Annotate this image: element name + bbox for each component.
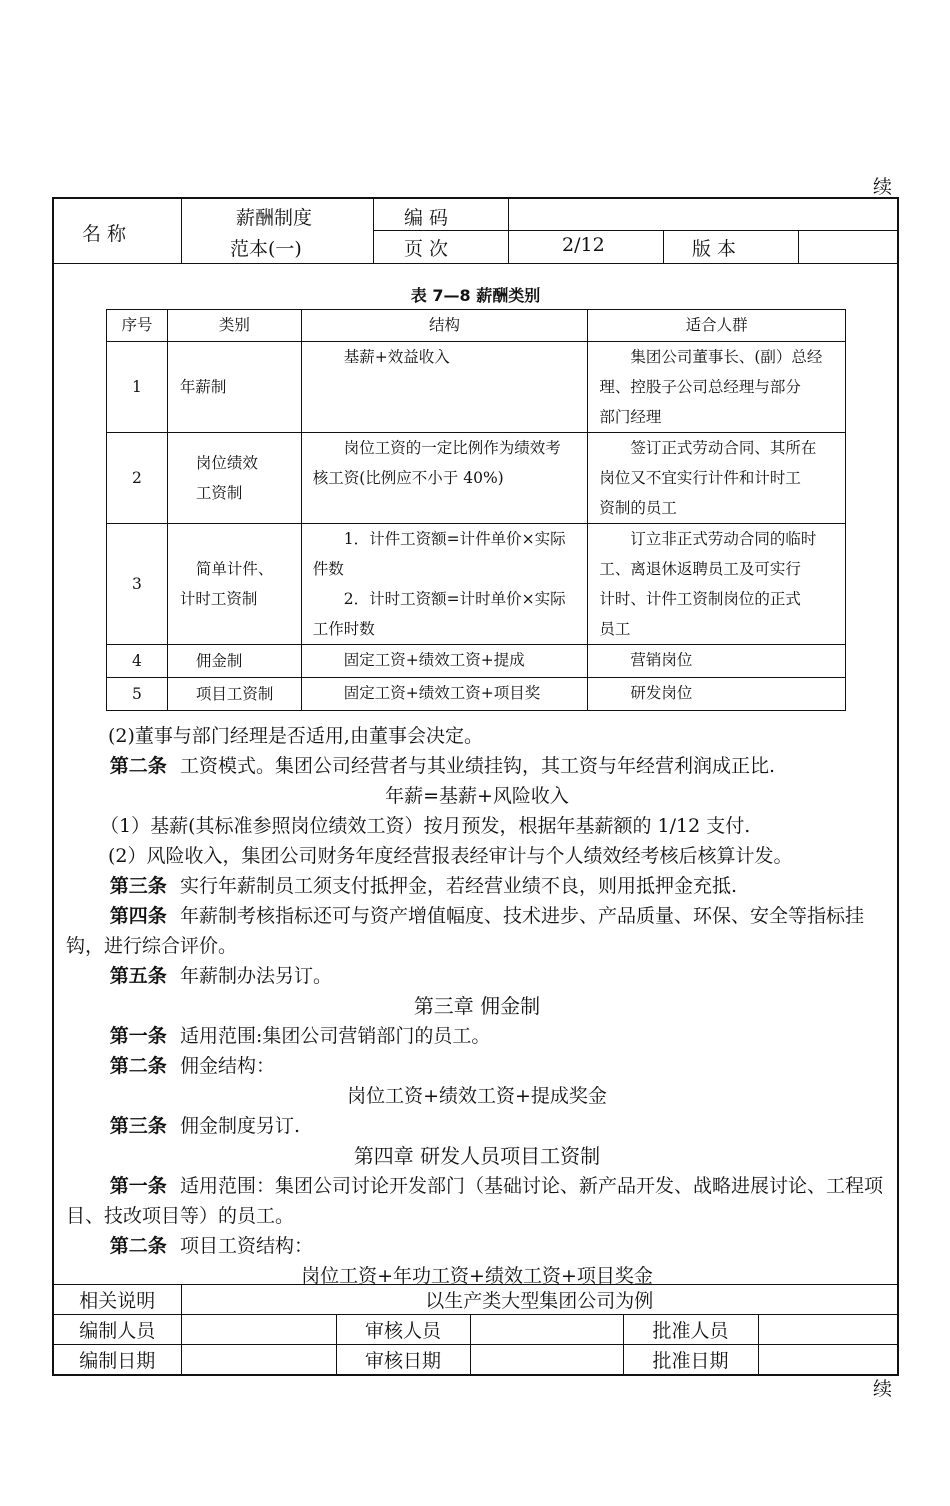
header-table: [54, 199, 897, 264]
row-target: 订立非正式劳动合同的临时 工、离退休返聘员工及可实行 计时、计件工资制岗位的正式 员工: [588, 524, 846, 645]
row-type: 佣金制: [167, 645, 301, 678]
reviewer-label: 审核人员: [336, 1315, 470, 1345]
approve-date-value: [758, 1345, 897, 1375]
table-row: [107, 645, 846, 678]
row-number: 5: [107, 678, 168, 711]
footer-table: [54, 1284, 897, 1374]
article-2: 第二条 工资模式。集团公司经营者与其业绩挂钩，其工资与年经营利润成正比.: [109, 755, 776, 777]
row-structure: 固定工资+绩效工资+提成: [301, 645, 588, 678]
review-date-value: [470, 1345, 623, 1375]
body-text: [66, 721, 888, 1291]
name-label: 名 称: [82, 223, 127, 245]
row-number: 3: [107, 524, 168, 645]
column-header: 类别: [167, 310, 301, 342]
formula-project-salary: 岗位工资+年功工资+绩效工资+项目奖金: [301, 1265, 653, 1287]
table-row: [107, 678, 846, 711]
row-type: 年薪制: [167, 342, 301, 433]
table-row: [107, 524, 846, 645]
continued-mark-bottom: 续: [872, 1378, 892, 1400]
note-label: 相关说明: [54, 1285, 181, 1315]
approver-value: [758, 1315, 897, 1345]
row-target: 集团公司董事长、(副）总经 理、控股子公司总经理与部分 部门经理: [588, 342, 846, 433]
editor-value: [181, 1315, 336, 1345]
column-header: 序号: [107, 310, 168, 342]
row-type: 岗位绩效 工资制: [167, 433, 301, 524]
edit-date-value: [181, 1345, 336, 1375]
row-number: 4: [107, 645, 168, 678]
row-number: 2: [107, 433, 168, 524]
table-title: 表 7—8 薪酬类别: [410, 286, 541, 305]
article-2: 第二条 项目工资结构：: [109, 1235, 314, 1257]
formula-commission: 岗位工资+绩效工资+提成奖金: [347, 1085, 607, 1107]
table-row: [107, 433, 846, 524]
row-type: 项目工资制: [167, 678, 301, 711]
footer-row-note: [54, 1285, 897, 1315]
salary-type-table: [106, 309, 846, 711]
approve-date-label: 批准日期: [623, 1345, 758, 1375]
row-type: 简单计件、 计时工资制: [167, 524, 301, 645]
approver-label: 批准人员: [623, 1315, 758, 1345]
edit-date-label: 编制日期: [54, 1345, 181, 1375]
article-1: 第一条 适用范围:集团公司营销部门的员工。: [109, 1025, 491, 1047]
article-3: 第三条 实行年薪制员工须支付抵押金，若经营业绩不良，则用抵押金充抵.: [109, 875, 738, 897]
continued-mark-top: 续: [872, 176, 892, 198]
editor-label: 编制人员: [54, 1315, 181, 1345]
code-label: 编 码: [404, 207, 449, 229]
article-1: 第一条 适用范围：集团公司讨论开发部门（基础讨论、新产品开发、战略进展讨论、工程项目、技改项目等）的员工。: [66, 1175, 884, 1227]
note-value: 以生产类大型集团公司为例: [181, 1285, 897, 1315]
row-structure: 岗位工资的一定比例作为绩效考 核工资(比例应不小于 40%): [301, 433, 588, 524]
formula-annual-salary: 年薪=基薪+风险收入: [385, 785, 569, 807]
row-structure: 基薪+效益收入: [301, 342, 588, 433]
footer-row-people: [54, 1315, 897, 1345]
paragraph: (2）风险收入，集团公司财务年度经营报表经审计与个人绩效经考核后核算计发。: [108, 845, 793, 867]
chapter-4-heading: 第四章 研发人员项目工资制: [353, 1144, 601, 1168]
doc-title-line2: 范本(一): [230, 238, 302, 260]
table-header-row: [107, 310, 846, 342]
reviewer-value: [470, 1315, 623, 1345]
document-frame: [52, 197, 899, 1376]
paragraph: （1）基薪(其标准参照岗位绩效工资）按月预发，根据年基薪额的 1/12 支付.: [100, 815, 751, 837]
column-header: 结构: [301, 310, 588, 342]
row-structure: 1．计件工资额=计件单价×实际 件数 2．计时工资额=计时单价×实际 工作时数: [301, 524, 588, 645]
review-date-label: 审核日期: [336, 1345, 470, 1375]
chapter-3-heading: 第三章 佣金制: [413, 994, 541, 1018]
column-header: 适合人群: [588, 310, 846, 342]
row-target: 签订正式劳动合同、其所在 岗位又不宜实行计件和计时工 资制的员工: [588, 433, 846, 524]
row-target: 营销岗位: [588, 645, 846, 678]
row-structure: 固定工资+绩效工资+项目奖: [301, 678, 588, 711]
doc-title-line1: 薪酬制度: [236, 207, 313, 229]
page-label: 页 次: [404, 238, 449, 260]
row-number: 1: [107, 342, 168, 433]
footer-row-dates: [54, 1345, 897, 1375]
row-target: 研发岗位: [588, 678, 846, 711]
page-value: 2/12: [562, 234, 605, 256]
article-3: 第三条 佣金制度另订.: [109, 1115, 301, 1137]
table-row: [107, 342, 846, 433]
article-4: 第四条 年薪制考核指标还可与资产增值幅度、技术进步、产品质量、环保、安全等指标挂钩，进行综合评价。: [66, 905, 865, 957]
version-label: 版 本: [692, 238, 737, 260]
paragraph: (2)董事与部门经理是否适用,由董事会决定。: [108, 725, 483, 747]
article-5: 第五条 年薪制办法另订。: [109, 965, 333, 987]
article-2: 第二条 佣金结构：: [109, 1055, 276, 1077]
